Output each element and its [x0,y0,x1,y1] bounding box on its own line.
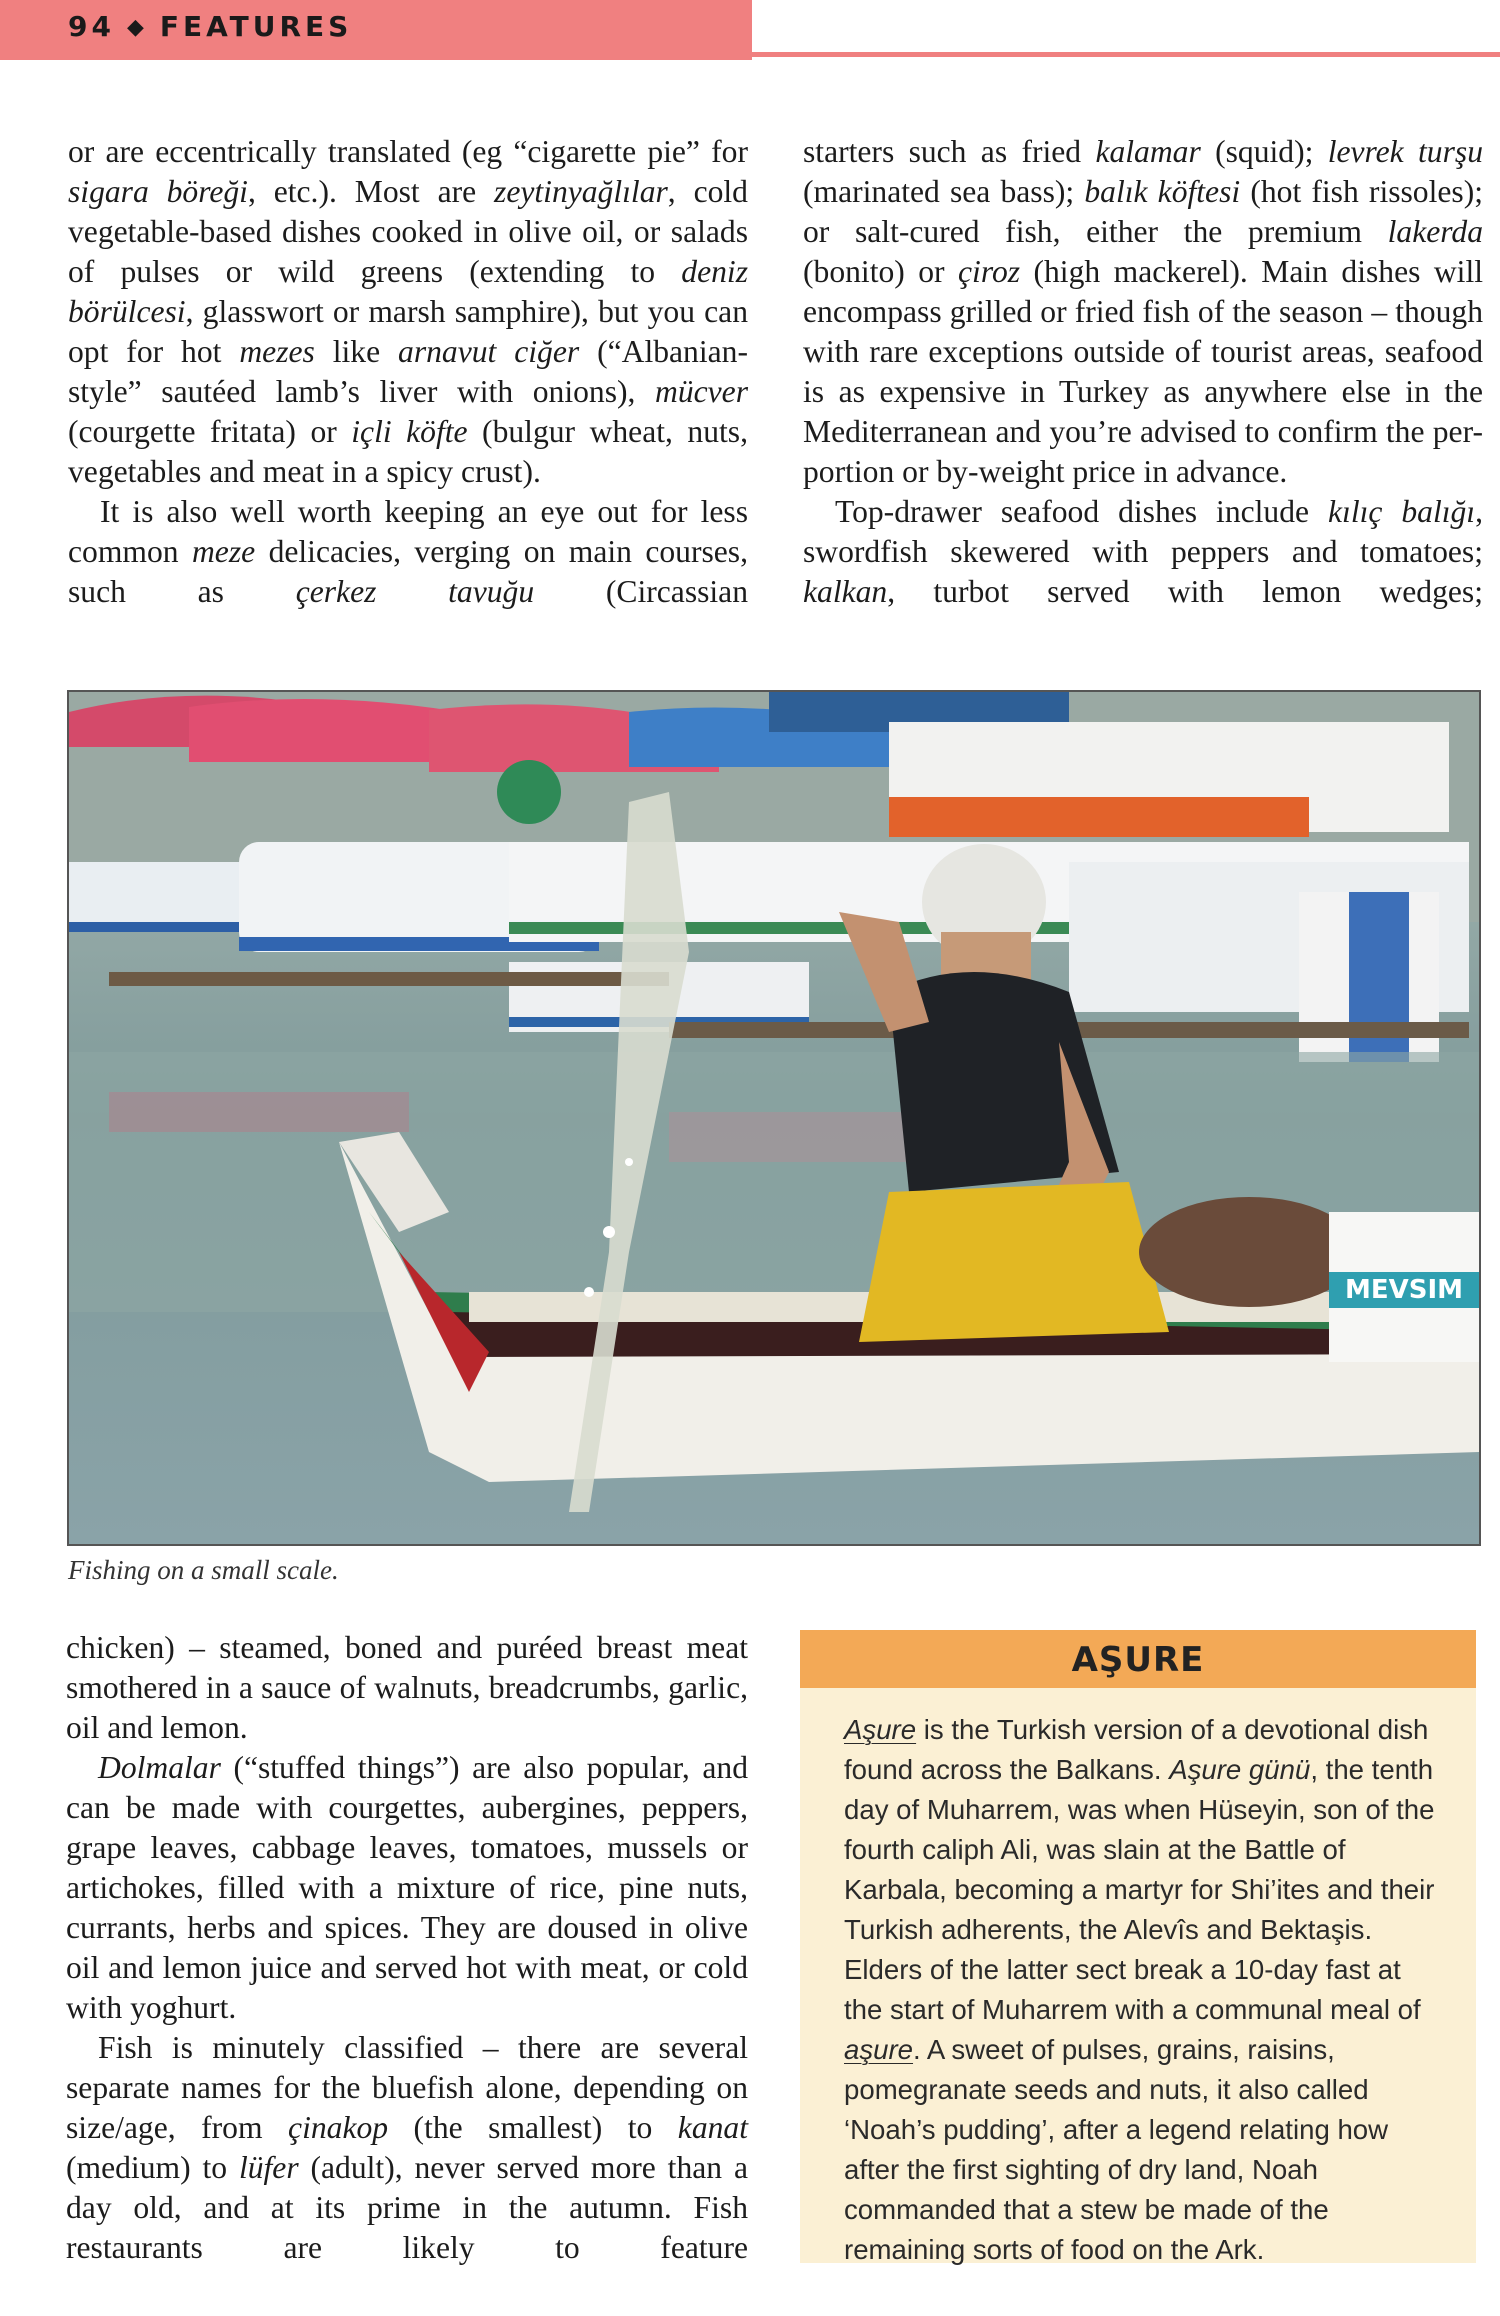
paragraph: It is also well worth keeping an eye out for less common meze delicacies, verging on main courses, such as çerkez tavuğu (Circassian [68,494,749,609]
section-title: FEATURES [159,10,353,43]
diamond-icon: ◆ [126,15,148,40]
column-top-right [803,132,1483,612]
paragraph: Top-drawer seafood dishes include kılıç balığı, swordfish skewered with peppers and tomatoes; kalkan, turbot served with lemon wedges; [803,494,1483,609]
paragraph: chicken) – steamed, boned and puréed breast meat smothered in a sauce of walnuts, breadcrumbs, garlic, oil and lemon. [66,1630,748,1745]
fishing-photo [67,690,1481,1546]
bucket-label: MEVSIM [1344,1275,1464,1305]
paragraph: Fish is minutely classified – there are several separate names for the bluefish alone, depending on size/age, from çinakop (the smallest) to kanat (medium) to lüfer (adult), never served more than a day old, and at its prime in the autumn. Fish restaurants are likely to feature [66,2030,748,2265]
column-bottom-left [66,1628,748,2268]
running-header [68,10,352,43]
column-top-left [68,132,748,612]
page-number: 94 [68,10,115,43]
photo-caption: Fishing on a small scale. [68,1555,339,1585]
header-rule [752,52,1500,57]
box-body: Aşure is the Turkish version of a devotional dish found across the Balkans. Aşure günü, the tenth day of Muharrem, was when Hüseyin, son of the fourth caliph Ali, was slain at the Battle of Karbala, becoming a martyr for Shi’ites and their Turkish adherents, the Alevîs and Bektaşis. Elders of the latter sect break a 10-day fast at the start of Muharrem with a communal meal of aşure. A sweet of pulses, grains, raisins, pomegranate seeds and nuts, it also called ‘Noah’s pudding’, after a legend relating how after the first sighting of dry land, Noah commanded that a stew be made of the remaining sorts of food on the Ark. [844,1714,1435,2265]
paragraph: Dolmalar (“stuffed things”) are also popular, and can be made with courgettes, aubergines, peppers, grape leaves, cabbage leaves, tomatoes, mussels or artichokes, filled with a mixture of rice, pine nuts, currants, herbs and spices. They are doused in olive oil and lemon juice and served hot with meat, or cold with yoghurt. [66,1750,748,2025]
paragraph: starters such as fried kalamar (squid); levrek turşu (marinated sea bass); balık köftesi (hot fish rissoles); or salt-cured fish, either the premium lakerda (bonito) or çiroz (high mackerel). Main dishes will encompass grilled or fried fish of the season – though with rare exceptions outside of tourist areas, seafood is as expensive in Turkey as anywhere else in the Mediterranean and you’re advised to confirm the per-portion or by-weight price in advance. [803,134,1484,489]
asure-sidebar-box [800,1630,1476,2263]
fisherman-boat-illustration [69,692,1479,1544]
paragraph: or are eccentrically translated (eg “cigarette pie” for sigara böreği, etc.). Most are zeytinyağlılar, cold vegetable-based dishes cooked in olive oil, or salads of pulses or wild greens (extending to deniz börülcesi, glasswort or marsh samphire), but you can opt for hot mezes like arnavut ciğer (“Albanian-style” sautéed lamb’s liver with onions), mücver (courgette fritata) or içli köfte (bulgur wheat, nuts, vegetables and meat in a spicy crust). [68,134,748,489]
box-title: AŞURE [800,1630,1476,1688]
